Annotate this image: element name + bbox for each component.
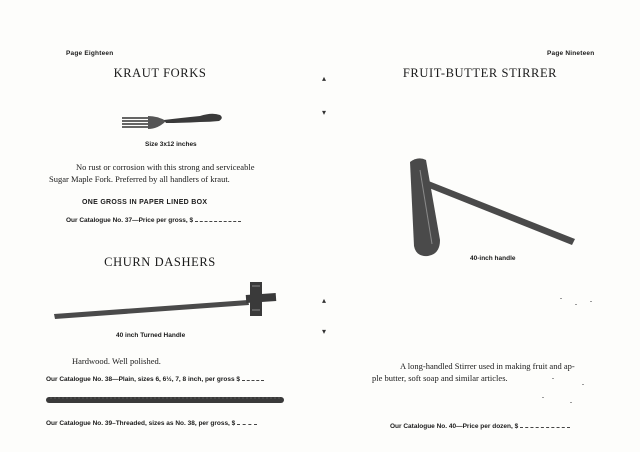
fork-illustration bbox=[120, 108, 225, 132]
fork-caption: Size 3x12 inches bbox=[145, 141, 197, 148]
kraut-forks-title: KRAUT FORKS bbox=[113, 66, 207, 80]
scan-speck bbox=[590, 301, 592, 302]
scan-speck bbox=[575, 304, 577, 305]
gutter-mark: ▴ bbox=[322, 296, 327, 305]
gutter-mark: ▾ bbox=[322, 108, 327, 117]
threaded-rod-illustration bbox=[46, 395, 286, 405]
stirrer-catalogue-line bbox=[390, 422, 570, 430]
scan-speck bbox=[560, 298, 562, 299]
stirrer-description-line2: ple butter, soft soap and similar articles. bbox=[372, 373, 508, 383]
dasher-caption: 40 inch Turned Handle bbox=[116, 332, 186, 339]
stirrer-caption: 40-inch handle bbox=[470, 255, 516, 262]
stirrer-catalogue-text: Our Catalogue No. 40—Price per dozen, $ bbox=[390, 423, 519, 430]
right-page bbox=[320, 0, 640, 452]
kraut-description-line2: Sugar Maple Fork. Preferred by all handlers of kraut. bbox=[49, 174, 230, 184]
kraut-catalogue-line bbox=[66, 216, 241, 224]
scan-speck bbox=[582, 384, 584, 385]
scan-speck bbox=[542, 397, 544, 398]
price-blank bbox=[195, 216, 241, 222]
price-blank bbox=[237, 419, 257, 425]
churn-dashers-title: CHURN DASHERS bbox=[104, 255, 216, 269]
page-number-right: Page Nineteen bbox=[547, 50, 595, 57]
churn-plain-catalogue-line bbox=[46, 375, 264, 383]
churn-note: Hardwood. Well polished. bbox=[72, 356, 161, 366]
churn-dasher-illustration bbox=[52, 282, 280, 322]
price-blank bbox=[520, 422, 570, 428]
stirrer-illustration bbox=[404, 156, 584, 262]
churn-threaded-catalogue-line bbox=[46, 419, 257, 427]
page-number-left: Page Eighteen bbox=[66, 50, 114, 57]
churn-plain-catalogue-text: Our Catalogue No. 38—Plain, sizes 6, 6½, 7, 8 inch, per gross $ bbox=[46, 376, 240, 383]
stirrer-description-line1: A long-handled Stirrer used in making fruit and ap- bbox=[400, 361, 575, 371]
churn-threaded-catalogue-text: Our Catalogue No. 39–Threaded, sizes as No. 38, per gross, $ bbox=[46, 420, 236, 427]
scan-speck bbox=[552, 378, 554, 379]
fruit-butter-stirrer-title: FRUIT-BUTTER STIRRER bbox=[402, 66, 558, 80]
price-blank bbox=[242, 375, 264, 381]
kraut-catalogue-text: Our Catalogue No. 37—Price per gross, $ bbox=[66, 217, 194, 224]
gutter-mark: ▴ bbox=[322, 74, 327, 83]
kraut-description-line1: No rust or corrosion with this strong and serviceable bbox=[76, 162, 255, 172]
scan-speck bbox=[570, 402, 572, 403]
kraut-packing-note: ONE GROSS IN PAPER LINED BOX bbox=[82, 199, 208, 206]
gutter-mark: ▾ bbox=[322, 327, 327, 336]
